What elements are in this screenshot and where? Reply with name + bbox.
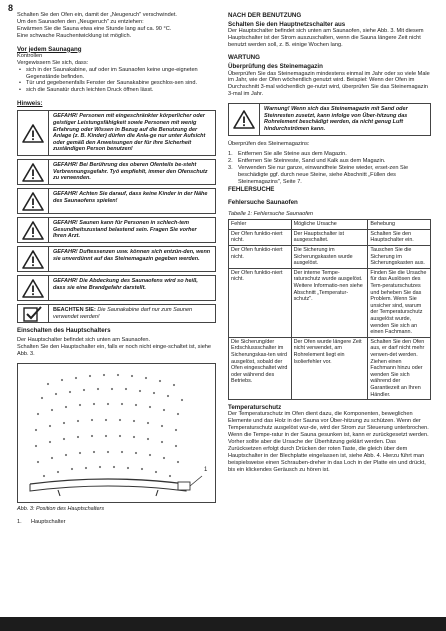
table-row: [229, 268, 431, 337]
table-cell: Finden Sie die Ursache für das Auslösen des Tem-peraturschutzes und beheben Sie das Problem. Wenn Sie unsicher sind, warum der Temperaturschutz ausgelöst wurde, wenden Sie sich an einen Fachmann.: [368, 268, 431, 337]
note-box: [17, 304, 216, 323]
subheading: Schalten Sie den Hauptnetzschalter aus: [228, 21, 346, 29]
section-heading: Vor jedem Saunagang: [17, 45, 82, 53]
text-line: Schalten Sie den Hauptschalter ein, falls er noch nicht einge-schaltet ist, siehe Abb. 3.: [17, 344, 212, 358]
warning-text: GEFAHR! Die Abdeckung des Saunaofens wird so heiß, dass sie eine Brandgefahr darstellt.: [53, 278, 198, 291]
figure-callout-number: 1: [204, 467, 208, 474]
lead-text: Vergewissern Sie sich, dass:: [17, 59, 89, 66]
table-cell: Schalten Sie den Hauptschalter ein.: [368, 229, 431, 245]
intro-line: Um den Saunaofen den „Neugeruch" zu entziehen:: [17, 18, 144, 25]
warning-text: GEFAHR! Achten Sie darauf, dass keine Kinder in der Nähe des Saunaofens spielen!: [53, 191, 208, 204]
note-label: BEACHTEN SIE:: [53, 307, 96, 314]
warning-box: [17, 217, 216, 243]
warning-text: GEFAHR! Saunen kann für Personen in schlech-tem Gesundheitszustand belastend sein. Fragen Sie vorher Ihren Arzt.: [53, 220, 197, 240]
figure-main-switch: [17, 363, 216, 503]
paragraph: Der Hauptschalter befindet sich unten am Saunaofen, siehe Abb. 3. Mit diesem Hauptschalter ist der Strom auszuschalten, wenn die Sauna längere Zeit nicht benutzt werden soll, z. B. einige Wochen lang.: [228, 28, 424, 49]
page-footer-bar: [0, 617, 446, 631]
steps-list: [228, 151, 431, 186]
subheading: Fehlersuche Saunaofen: [228, 199, 298, 207]
warning-box: [17, 188, 216, 214]
intro-line: Erwärmen Sie die Sauna etwa eine Stunde lang auf ca. 90 °C.: [17, 25, 172, 32]
warning-triangle-icon: [22, 279, 44, 298]
warning-box: [228, 103, 431, 135]
list-item: • sich die Saunatür durch leichten Druck öffnen lässt.: [17, 87, 216, 94]
warning-text: GEFAHR! Duftessenzen usw. können sich entzün-den, wenn sie unverdünnt auf das Steinemagazin gegeben werden.: [53, 249, 211, 262]
table-cell: Die Sicherung/der Erdschlussschalter im Sicherungskas-ten wird ausgelöst, sobald der Ofen eingeschaltet wird oder während des Betriebs.: [229, 337, 292, 399]
warning-triangle-icon: [233, 110, 255, 129]
text-line: Der Hauptschalter befindet sich unten am Saunaofen.: [17, 337, 151, 344]
paragraph: Der Temperaturschutz im Ofen dient dazu, die Komponenten, beweglichen Elemente und das Holz in der Sauna vor Über-hitzung zu schützen. Wenn der Temperaturschutz ausgelöst wur-de, wird der Strom zur Steuerung unterbrochen. Wenn die Tempe-ratur in der Sauna gesunken ist, kann er zurückgesetzt werden. Vorher sollte aber die Ursache der Überhitzung geklärt werden. Das Zurücksetzen erfolgt durch Drücken der roten Taste, die gleich über dem Hauptschalter in der Blechplatte eingelassen ist, siehe Abb. 4. Hierzu führt man beispielsweise einen Schrauben-dreher in das Loch in der Platte ein und drückt, bis ein klickendes Geräusch zu hören ist.: [228, 411, 429, 473]
figure-caption: Abb. 3: Position des Hauptschalters: [17, 506, 105, 513]
warning-text: GEFAHR! Bei Berührung des oberen Ofenteils be-steht Verbrennungsgefahr. Työ empfiehlt, immer den Ofenschutz zu verwenden.: [53, 162, 208, 182]
paragraph: Überprüfen Sie das Steinemagazin mindestens einmal im Jahr oder so viele Male im Jahr, wie der Ofen wöchentlich genutzt wird. Beispiel: Wenn der Ofen im Durchschnitt 3-mal wöchentlich ge-nutzt wird, überprüfen Sie das Steinemagazin 3-mal im Jahr.: [228, 70, 430, 98]
warning-text: GEFAHR! Personen mit eingeschränkter körperlicher oder geistiger Leistungsfähigkeit sowie Personen mit wenig Erfahrung oder Wissen in Bezug auf die Benutzung der Anlage (z. B. Kinder) dürfen die Anla-ge nur unter Aufsicht oder gemäß den Anweisungen der für ihre Sicherheit zuständigen Person benutzen!: [53, 113, 206, 153]
intro-paragraph: [17, 12, 216, 40]
figure-legend: [17, 519, 216, 526]
warning-triangle-icon: [22, 124, 44, 143]
table-caption: Tabelle 1: Fehlersuche Saunaofen: [228, 211, 314, 218]
subheading: Überprüfung des Steinemagazin: [228, 63, 323, 71]
paragraph: [17, 337, 216, 358]
table-cell: Tauschen Sie die Sicherung im Sicherungskasten aus.: [368, 246, 431, 269]
warning-box: [17, 110, 216, 156]
warning-triangle-icon: [22, 221, 44, 240]
column-header: Fehler: [229, 220, 292, 230]
list-item: 1. Entfernen Sie alle Steine aus dem Magazin.: [228, 151, 347, 158]
section-heading: FEHLERSUCHE: [228, 185, 275, 193]
table-cell: Schalten Sie den Ofen aus, er darf nicht mehr verwen-det werden. Ziehen einen Fachmann hinzu oder wenden Sie sich während der Garantiezeit an Ihren Händler.: [368, 337, 431, 399]
section-heading: Temperaturschutz: [228, 404, 282, 412]
checkmark-icon: [23, 306, 43, 322]
troubleshooting-table: [228, 219, 431, 400]
column-header: Behebung: [368, 220, 431, 230]
section-heading: WARTUNG: [228, 54, 260, 62]
note-text: Die Saunakabine darf nur zum Saunen verwendet werden!: [53, 307, 193, 320]
table-cell: Der Ofen funktio-niert nicht.: [229, 246, 292, 269]
table-header-row: [229, 220, 431, 230]
table-cell: Die Sicherung im Sicherungskasten wurde ausgelöst.: [291, 246, 368, 269]
column-header: Mögliche Ursache: [291, 220, 368, 230]
list-item: 3. Verwenden Sie nur ganze, einwandfreie Steine wieder, erset-zen Sie beschädigte ggf. durch neue Steine, siehe Abschnitt „Füllen des Steinemagazins", Seite 7.: [228, 165, 409, 186]
legend-text: Hauptschalter: [31, 519, 66, 526]
list-item: • sich in der Saunakabine, auf oder im Saunaofen keine unge-eigneten Gegenstände befinden.: [17, 67, 216, 81]
section-heading: NACH DER BENUTZUNG: [228, 12, 302, 19]
warning-box: [17, 246, 216, 272]
table-cell: Der Ofen funktio-niert nicht.: [229, 268, 292, 337]
left-column: [17, 12, 216, 526]
legend-number: 1.: [17, 519, 22, 526]
table-row: [229, 246, 431, 269]
hinweis-heading: Hinweis:: [17, 100, 43, 108]
list-item: 2. Entfernen Sie Steinreste, Sand und Kalk aus dem Magazin.: [228, 158, 386, 165]
check-list: [17, 67, 216, 95]
warning-triangle-icon: [22, 250, 44, 269]
sauna-heater-illustration: [18, 364, 215, 502]
page-number: 8: [8, 3, 14, 13]
table-row: [229, 229, 431, 245]
table-cell: Der interne Tempe-raturschutz wurde ausgelöst. Weitere Informatio-nen siehe Abschnitt „Temperatur-schutz".: [291, 268, 368, 337]
intro-line: Eine schwache Rauchentwicklung ist möglich.: [17, 32, 132, 39]
warning-text: Warnung! Wenn sich das Steinemagazin mit Sand oder Steinresten zusetzt, kann infolge von Über-hitzung das Rohrelement beschädigt werden, da nicht genug Luft hindurchströmen kann.: [264, 106, 408, 132]
section-heading: Einschalten des Hauptschalters: [17, 327, 111, 335]
list-item: • Tür und gegebenenfalls Fenster der Saunakabine geschlos-sen sind.: [17, 80, 216, 87]
warning-triangle-icon: [22, 192, 44, 211]
warning-box: [17, 159, 216, 185]
table-cell: Der Ofen wurde längere Zeit nicht verwendet, am Rohrelement liegt ein Isolierfehler vor.: [291, 337, 368, 399]
table-cell: Der Ofen funktio-niert nicht.: [229, 229, 292, 245]
warning-triangle-icon: [22, 163, 44, 182]
lead-text: Überprüfen des Steinemagazins:: [228, 140, 310, 147]
right-column: [228, 12, 431, 473]
table-row: [229, 337, 431, 399]
table-cell: Der Hauptschalter ist ausgeschaltet.: [291, 229, 368, 245]
subheading: Kontrollen: [17, 52, 43, 59]
warning-box: [17, 275, 216, 301]
intro-line: Schalten Sie den Ofen ein, damit der „Neugeruch" verschwindet.: [17, 12, 177, 18]
